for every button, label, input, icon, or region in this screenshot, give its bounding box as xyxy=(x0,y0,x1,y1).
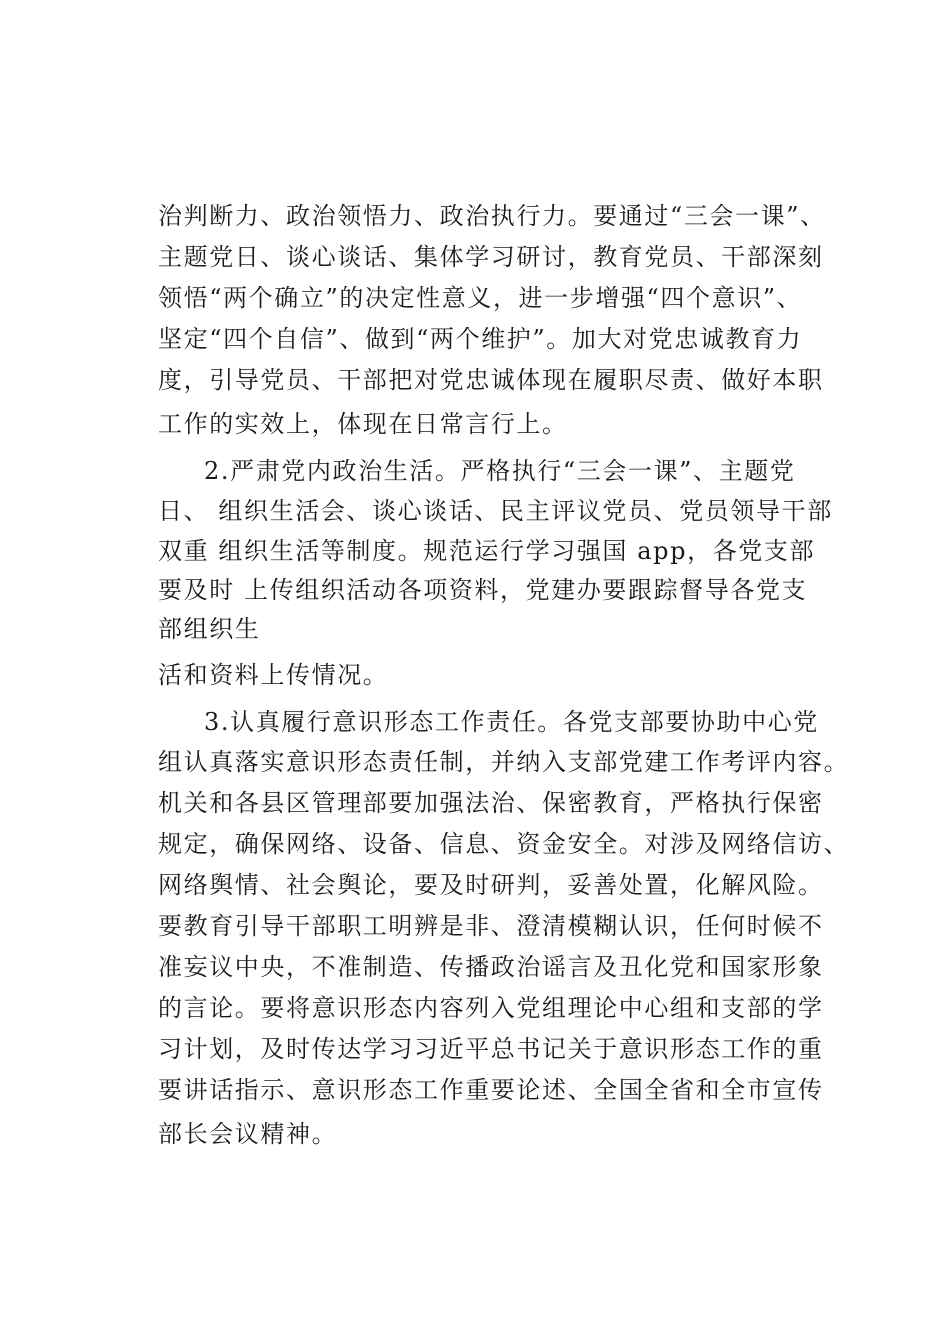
text-line: 3.认真履行意识形态工作责任。各党支部要协助中心党 xyxy=(204,708,819,736)
text-line: 习计划，及时传达学习习近平总书记关于意识形态工作的重 xyxy=(158,1035,824,1063)
text-line: 2.严肃党内政治生活。严格执行“三会一课”、主题党 xyxy=(204,457,796,485)
text-line: 双重 组织生活等制度。规范运行学习强国 app，各党支部 xyxy=(158,537,816,565)
text-line: 要讲话指示、意识形态工作重要论述、全国全省和全市宣传 xyxy=(158,1076,824,1104)
text-line: 组认真落实意识形态责任制，并纳入支部党建工作考评内容。 xyxy=(158,748,850,776)
text-line: 日、 组织生活会、谈心谈话、民主评议党员、党员领导干部 xyxy=(158,497,833,525)
text-line: 工作的实效上，体现在日常言行上。 xyxy=(158,410,568,438)
text-line: 要及时 上传组织活动各项资料，党建办要跟踪督导各党支 xyxy=(158,576,808,604)
text-line: 网络舆情、社会舆论，要及时研判，妥善处置，化解风险。 xyxy=(158,871,824,899)
text-line: 活和资料上传情况。 xyxy=(158,661,389,689)
text-line: 准妄议中央，不准制造、传播政治谣言及丑化党和国家形象 xyxy=(158,953,824,981)
text-line: 主题党日、谈心谈话、集体学习研讨，教育党员、干部深刻 xyxy=(158,243,824,271)
text-line: 机关和各县区管理部要加强法治、保密教育，严格执行保密 xyxy=(158,789,824,817)
text-line: 的言论。要将意识形态内容列入党组理论中心组和支部的学 xyxy=(158,994,824,1022)
text-line: 部组织生 xyxy=(158,615,261,643)
text-line: 规定，确保网络、设备、信息、资金安全。对涉及网络信访、 xyxy=(158,830,850,858)
text-line: 领悟“两个确立”的决定性意义，进一步增强“四个意识”、 xyxy=(158,284,803,312)
text-line: 治判断力、政治领悟力、政治执行力。要通过“三会一课”、 xyxy=(158,202,826,230)
text-line: 要教育引导干部职工明辨是非、澄清模糊认识，任何时候不 xyxy=(158,912,824,940)
text-line: 度，引导党员、干部把对党忠诚体现在履职尽责、做好本职 xyxy=(158,366,824,394)
text-line: 坚定“四个自信”、做到“两个维护”。加大对党忠诚教育力 xyxy=(158,325,803,353)
text-line: 部长会议精神。 xyxy=(158,1120,338,1148)
